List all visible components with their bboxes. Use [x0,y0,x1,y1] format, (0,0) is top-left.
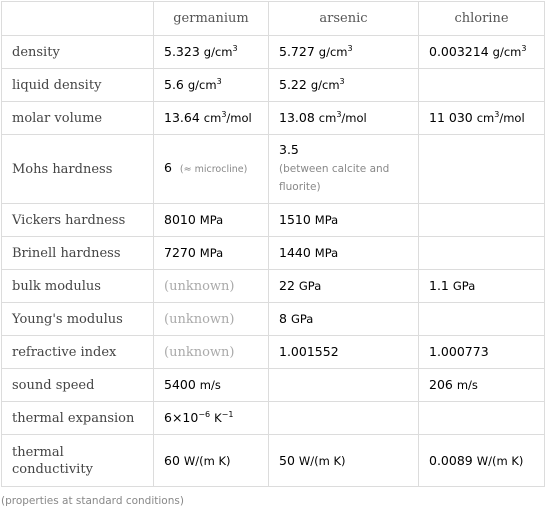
row-label: density [2,36,154,69]
table-row [2,36,545,69]
row-label: bulk modulus [2,270,154,303]
row-label: Vickers hardness [2,204,154,237]
cell-note: (between calcite and fluorite) [279,163,390,193]
table-cell [269,402,419,435]
row-label: thermal conductivity [2,435,154,487]
table-cell: 11 030 $cm^3$/mol [419,102,545,135]
table-cell: 1440 MPa [269,237,419,270]
table-cell: 3.5 (between calcite and fluorite) [269,135,419,204]
row-label: sound speed [2,369,154,402]
table-row [2,402,545,435]
table-cell: 1.000773 [419,336,545,369]
table-cell [419,69,545,102]
table-cell: 5.22 $g/cm^3$ [269,69,419,102]
row-label: thermal expansion [2,402,154,435]
row-label: liquid density [2,69,154,102]
row-label: Mohs hardness [2,135,154,204]
table-row [2,237,545,270]
table-cell: 5.727 $g/cm^3$ [269,36,419,69]
table-row [2,204,545,237]
row-label: Young's modulus [2,303,154,336]
table-cell: 13.08 $cm^3$/mol [269,102,419,135]
properties-table [1,1,545,487]
table-cell: $6\times 10^{-6}$ $K^{-1}$ [154,402,269,435]
table-cell [419,135,545,204]
table-cell: 5.323 $g/cm^3$ [154,36,269,69]
table-cell [419,237,545,270]
table-row [2,135,545,204]
table-row [2,303,545,336]
table-cell: 0.0089 W/(m K) [419,435,545,487]
column-header: chlorine [419,2,545,36]
table-row [2,435,545,487]
table-cell: 1.1 GPa [419,270,545,303]
table-cell: 206 m/s [419,369,545,402]
table-row [2,69,545,102]
table-cell: 7270 MPa [154,237,269,270]
table-cell: (unknown) [154,303,269,336]
row-label: molar volume [2,102,154,135]
table-cell: 8 GPa [269,303,419,336]
table-cell: 1.001552 [269,336,419,369]
table-cell: 1510 MPa [269,204,419,237]
column-header: germanium [154,2,269,36]
table-cell [269,369,419,402]
table-cell: 0.003214 $g/cm^3$ [419,36,545,69]
table-cell [419,402,545,435]
table-cell: (unknown) [154,270,269,303]
table-cell: 60 W/(m K) [154,435,269,487]
table-cell: (unknown) [154,336,269,369]
table-row [2,336,545,369]
header-row [2,2,545,36]
table-cell: 5.6 $g/cm^3$ [154,69,269,102]
column-header: arsenic [269,2,419,36]
row-label: refractive index [2,336,154,369]
table-cell: 13.64 $cm^3$/mol [154,102,269,135]
table-cell: 50 W/(m K) [269,435,419,487]
table-cell: 5400 m/s [154,369,269,402]
table-row [2,369,545,402]
footnote: (properties at standard conditions) [1,495,184,507]
cell-note: (≈ microcline) [179,164,248,175]
table-cell: 22 GPa [269,270,419,303]
table-cell [419,204,545,237]
header-corner [2,2,154,36]
table-cell [419,303,545,336]
table-row [2,270,545,303]
table-cell: 8010 MPa [154,204,269,237]
table-row [2,102,545,135]
row-label: Brinell hardness [2,237,154,270]
table-cell: 6 (≈ microcline) [154,135,269,204]
